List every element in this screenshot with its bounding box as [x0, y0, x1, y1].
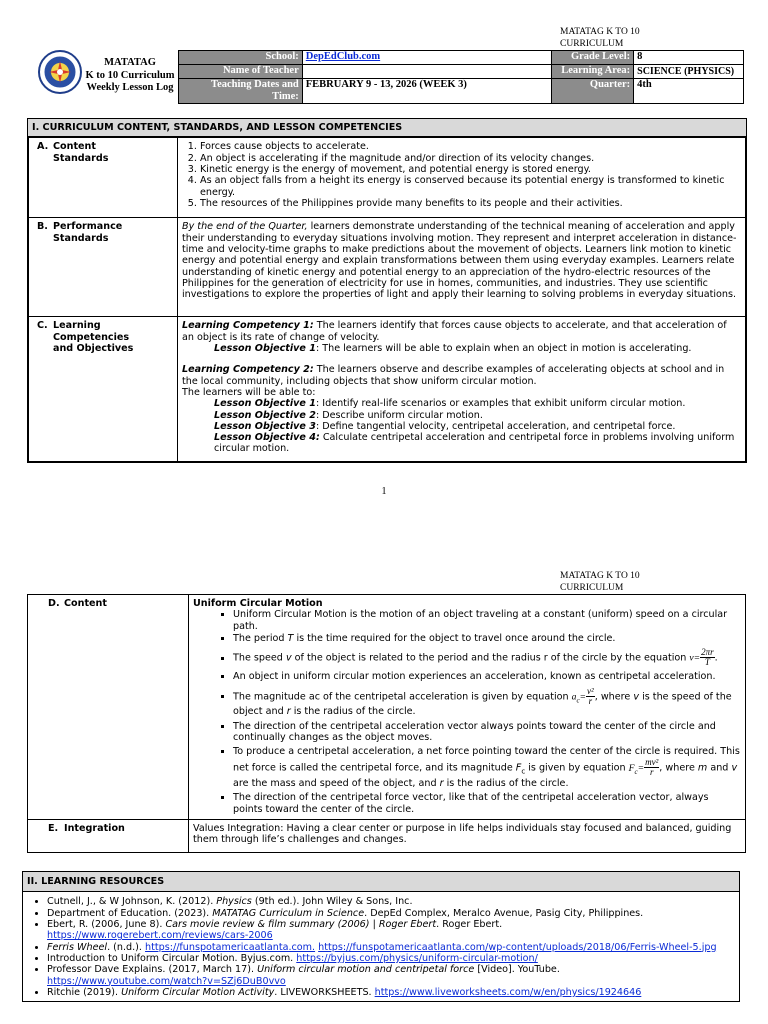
section-curriculum — [27, 118, 747, 463]
document-title — [82, 57, 178, 95]
resource-link[interactable]: https://funspotamericaatlanta.com. — [145, 941, 316, 953]
title-line-1: MATATAG — [104, 57, 156, 68]
quarter-label: Quarter: — [552, 79, 634, 104]
list-item: ▪ The magnitude ac of the centripetal acceleration is given by equation $a_c=$ $\frac{\text{v²}}{r}$ , where v is the speed of the object and r is the radius of the circle. — [233, 684, 741, 720]
list-item: 2. An object is accelerating if the magnitude and/or direction of its velocity changes. — [200, 153, 741, 164]
content-table — [27, 594, 746, 853]
competency-1-objective: Lesson Objective 1: The learners will be able to explain when an object in motion is accelerating. — [214, 342, 692, 354]
dates-label: Teaching Dates and Time: — [179, 79, 303, 104]
grade-value: 8 — [634, 51, 744, 65]
resource-link[interactable]: https://byjus.com/physics/uniform-circular-motion/ — [296, 952, 538, 964]
row-learning-competencies — [29, 317, 746, 462]
list-item: ▪ The speed v of the object is related to the period and the radius r of the circle by the equation v= $\frac{2\pi r}{T}$ . — [233, 645, 741, 670]
resources-list — [23, 896, 737, 998]
list-item: 5. The resources of the Philippines provide many benefits to its people and their activities. — [200, 198, 741, 209]
competency-2: Learning Competency 2: The learners observe and describe examples of accelerating objects at school and in the local community, including objects that show uniform circular motion. — [182, 364, 725, 387]
list-item: ▪ The period T is the time required for the object to travel once around the circle. — [233, 633, 741, 644]
resource-item: • Department of Education. (2023). MATATAG Curriculum in Science. DepEd Complex, Meralco Avenue, Pasig City, Philippines. — [47, 908, 737, 919]
list-item: 4. As an object falls from a height its energy is conserved because its potential energy is transformed to kinetic energy. — [200, 175, 741, 198]
competency-2-intro: The learners will be able to: — [182, 386, 316, 398]
label-learning-competencies: C. Learning Competencies and Objectives — [29, 317, 178, 462]
resource-item: • Ritchie (2019). Uniform Circular Motion Activity. LIVEWORKSHEETS. https://www.liveworksheets.com/w/en/physics/1924646 — [47, 987, 737, 998]
school-link[interactable]: DepEdClub.com — [305, 51, 381, 63]
content-list — [193, 609, 741, 815]
brand-label: MATATAG K TO 10 CURRICULUM — [560, 27, 640, 49]
area-value: SCIENCE (PHYSICS) — [634, 65, 744, 79]
resource-item: • Ferris Wheel. (n.d.). https://funspotamericaatlanta.com. https://funspotamericaatlanta.com/wp-content/uploads/2018/06/Ferris-Wheel-5.jpg — [47, 942, 737, 953]
acceleration-equation: $\frac{\text{v²}}{r}$ — [587, 685, 594, 706]
content-title: Uniform Circular Motion — [193, 598, 323, 609]
list-item: ▪ To produce a centripetal acceleration, a net force pointing toward the center of the circle is required. This net force is called the centripetal force, and its magnitude $F_c$ is given by equation $F_c=$ $\frac{\text{mv²}}{r}$ , where m and v are the mass and speed of the object, and r is the radius of the circle. — [233, 745, 741, 792]
content-standards-list — [182, 141, 741, 209]
list-item: ▪ An object in uniform circular motion experiences an acceleration, known as centripetal acceleration. — [233, 671, 741, 682]
resource-link[interactable]: https://www.liveworksheets.com/w/en/physics/1924646 — [374, 986, 642, 998]
teacher-value — [302, 65, 551, 79]
resource-item: • Introduction to Uniform Circular Motion. Byjus.com. https://byjus.com/physics/uniform-circular-motion/ — [47, 953, 737, 964]
list-item: 3. Kinetic energy is the energy of movement, and potential energy is stored energy. — [200, 164, 741, 175]
force-equation: $\frac{\text{mv²}}{r}$ — [645, 757, 659, 778]
brand-label-page-2: MATATAG K TO 10 CURRICULUM — [560, 571, 640, 593]
page-number: 1 — [381, 486, 387, 497]
label-performance-standards: B. Performance Standards — [29, 218, 178, 317]
row-content — [28, 595, 746, 820]
competency-1: Learning Competency 1: The learners identify that forces cause objects to accelerate, and that acceleration of an object is its rate of change of velocity. — [182, 320, 727, 343]
section-1-title: I. CURRICULUM CONTENT, STANDARDS, AND LESSON COMPETENCIES — [28, 119, 746, 137]
resource-link[interactable]: https://www.youtube.com/watch?v=SZj6DuB0vvo — [47, 975, 286, 987]
row-integration — [28, 819, 746, 852]
competency-2-objective-4: Lesson Objective 4: Calculate centripetal acceleration and centripetal force in problems involving uniform circular motion. — [214, 432, 735, 455]
section-2-title: II. LEARNING RESOURCES — [23, 872, 739, 892]
header-table — [178, 50, 744, 104]
resource-item: • Professor Dave Explains. (2017, March 17). Uniform circular motion and centripetal force [Video]. YouTube. https://www.youtube.com/watch?v=SZj6DuB0vvo — [47, 964, 737, 987]
row-content-standards — [29, 138, 746, 218]
grade-label: Grade Level: — [552, 51, 634, 65]
quarter-value: 4th — [634, 79, 744, 104]
list-item: ▪ The direction of the centripetal force vector, like that of the centripetal acceleration vector, always points toward the center of the circle. — [233, 792, 741, 815]
school-label: School: — [179, 51, 303, 65]
label-content-standards: A. Content Standards — [29, 138, 178, 218]
row-performance-standards — [29, 218, 746, 317]
resource-link[interactable]: https://funspotamericaatlanta.com/wp-content/uploads/2018/06/Ferris-Wheel-5.jpg — [318, 941, 717, 953]
area-label: Learning Area: — [552, 65, 634, 79]
teacher-label: Name of Teacher — [179, 65, 303, 79]
section-learning-resources — [22, 871, 740, 1002]
label-content: D. Content — [28, 595, 189, 820]
list-item: ▪ Uniform Circular Motion is the motion of an object traveling at a constant (uniform) speed on a circular path. — [233, 609, 741, 632]
learning-competencies-cell — [178, 317, 746, 462]
content-cell — [189, 595, 746, 820]
content-standards-cell — [178, 138, 746, 218]
integration-cell: Values Integration: Having a clear center or purpose in life helps individuals stay focused and balanced, guiding them through life’s challenges and changes. — [189, 819, 746, 852]
label-integration: E. Integration — [28, 819, 189, 852]
school-value[interactable] — [302, 51, 551, 65]
competency-2-objective-1: Lesson Objective 1: Identify real-life scenarios or examples that exhibit uniform circular motion. — [214, 398, 686, 410]
resource-link[interactable]: https://www.rogerebert.com/reviews/cars-2006 — [47, 930, 273, 942]
speed-equation: $\frac{2\pi r}{T}$ — [701, 647, 714, 668]
resource-item: • Ebert, R. (2006, June 8). Cars movie review & film summary (2006) | Roger Ebert. Roger Ebert. https://www.rogerebert.com/reviews/cars-2006 — [47, 919, 737, 942]
dates-value: FEBRUARY 9 - 13, 2026 (WEEK 3) — [302, 79, 551, 104]
resource-item: • Cutnell, J., & W Johnson, K. (2012). Physics (9th ed.). John Wiley & Sons, Inc. — [47, 896, 737, 907]
title-line-2: K to 10 Curriculum — [85, 69, 175, 81]
list-item: 1. Forces cause objects to accelerate. — [200, 141, 741, 152]
performance-standards-cell: By the end of the Quarter, learners demonstrate understanding of the technical meaning of acceleration and apply their understanding to everyday situations involving motion. They represent and interpret acceleration in distance-time and velocity-time graphs to make predictions about the movement of objects. Learners link motion to kinetic energy and potential energy and explain transformations between them using everyday examples. Learners relate understanding of kinetic energy and potential energy to an appreciation of the hydro-electric resources of the Philippines for the generation of electricity for use in homes, communities, and industries. They use scientific investigations to explore the properties of light and apply their learning to solving problems in everyday situations. — [178, 218, 746, 317]
title-line-3: Weekly Lesson Log — [86, 82, 174, 93]
competency-2-objective-2: Lesson Objective 2: Describe uniform circular motion. — [214, 409, 483, 421]
competency-2-objective-3: Lesson Objective 3: Define tangential velocity, centripetal acceleration, and centripetal force. — [214, 420, 676, 432]
resources-body — [23, 892, 739, 1001]
deped-seal — [38, 50, 82, 94]
list-item: ▪ The direction of the centripetal acceleration vector always points toward the center of the circle and continually changes as the object moves. — [233, 721, 741, 744]
curriculum-table — [28, 137, 746, 462]
